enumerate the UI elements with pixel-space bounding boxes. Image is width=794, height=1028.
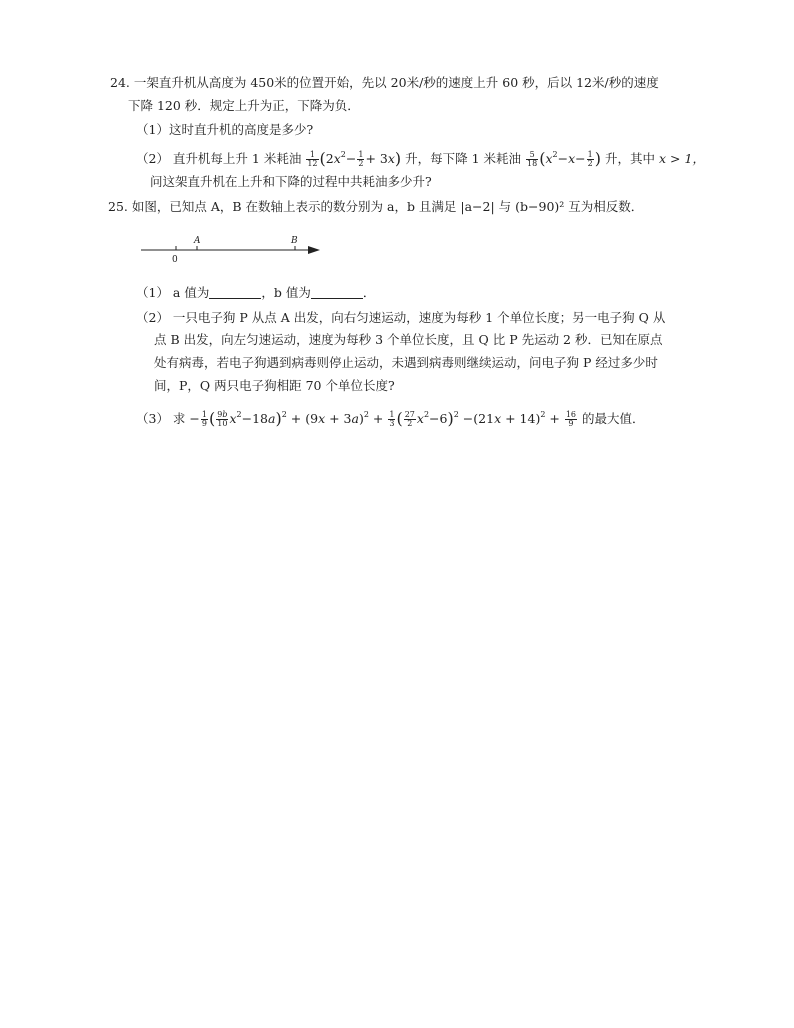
q24-part2-line2: 问这架直升机在上升和下降的过程中共耗油多少升? [150,174,432,189]
number-line-arrow [308,246,320,254]
q25-line1: 25. 如图，已知点 A，B 在数轴上表示的数分别为 a，b 且满足 |a−2| 与 (b−90)² 互为相反数． [108,199,644,214]
q24-fuel-up-expression: $\frac{1}{12}$ ($2x^2-$ $\frac{1}{2}$ + 3x) [307,149,402,168]
q24-part2-prefix: （2） 直升机每上升 1 米耗油 [136,151,302,166]
q25-part2-line1: （2） 一只电子狗 P 从点 A 出发，向右匀速运动，速度为每秒 1 个单位长度；另一电子狗 Q 从 [136,310,666,325]
q24-part2 [136,146,705,168]
q24-line1: 24. 一架直升机从高度为 450米的位置开始，先以 20米/秒的速度上升 60 秒，后以 12米/秒的速度 [110,75,659,90]
q25-part3-prefix: （3） 求 [136,411,186,426]
label-a: A [194,236,201,246]
q25-part1 [136,284,375,302]
q24-part2-suffix: 升，其中 [604,151,655,166]
q24-part2-mid: 升，每下降 1 米耗油 [405,151,522,166]
q25-part1-a: （1） a 值为 [136,285,210,300]
q24-part1: （1）这时直升机的高度是多少? [136,122,314,137]
q24-fuel-down-expression: $\frac{5}{18}$ ($x^2-x-$ $\frac{1}{2}$ ) [527,149,601,168]
q25-part3-expression: − $\frac{1}{9}$ ( $\frac{9b}{10}$ $x^2-18a)^2 + (9x + 3a)^2$ + $\frac{1}{3}$ ( $\frac{27}{2}$ $x^2-6)^2 -(21x + 14)^2$ + $\frac{16}{9}$ [189,409,577,428]
q25-part1-end: ． [362,285,376,300]
q24-condition: x > 1， [658,151,705,166]
q25-part2-line2: 点 B 出发，向左匀速运动，速度为每秒 3 个单位长度，且 Q 比 P 先运动 2 秒．已知在原点 [154,332,663,347]
q25-part3 [136,406,645,428]
q24-line2: 下降 120 秒．规定上升为正，下降为负． [128,98,360,113]
q25-part1-b: ，b 值为 [261,285,311,300]
number-line-figure [138,232,328,266]
label-zero: 0 [172,255,178,265]
answer-blank-a[interactable] [209,286,261,299]
q25-part3-suffix: 的最大值． [582,411,645,426]
answer-blank-b[interactable] [311,286,363,299]
label-b: B [291,236,298,246]
q25-part2-line3: 处有病毒，若电子狗遇到病毒则停止运动，未遇到病毒则继续运动，问电子狗 P 经过多少时 [154,355,658,370]
q25-part2-line4: 间，P，Q 两只电子狗相距 70 个单位长度? [154,378,395,393]
